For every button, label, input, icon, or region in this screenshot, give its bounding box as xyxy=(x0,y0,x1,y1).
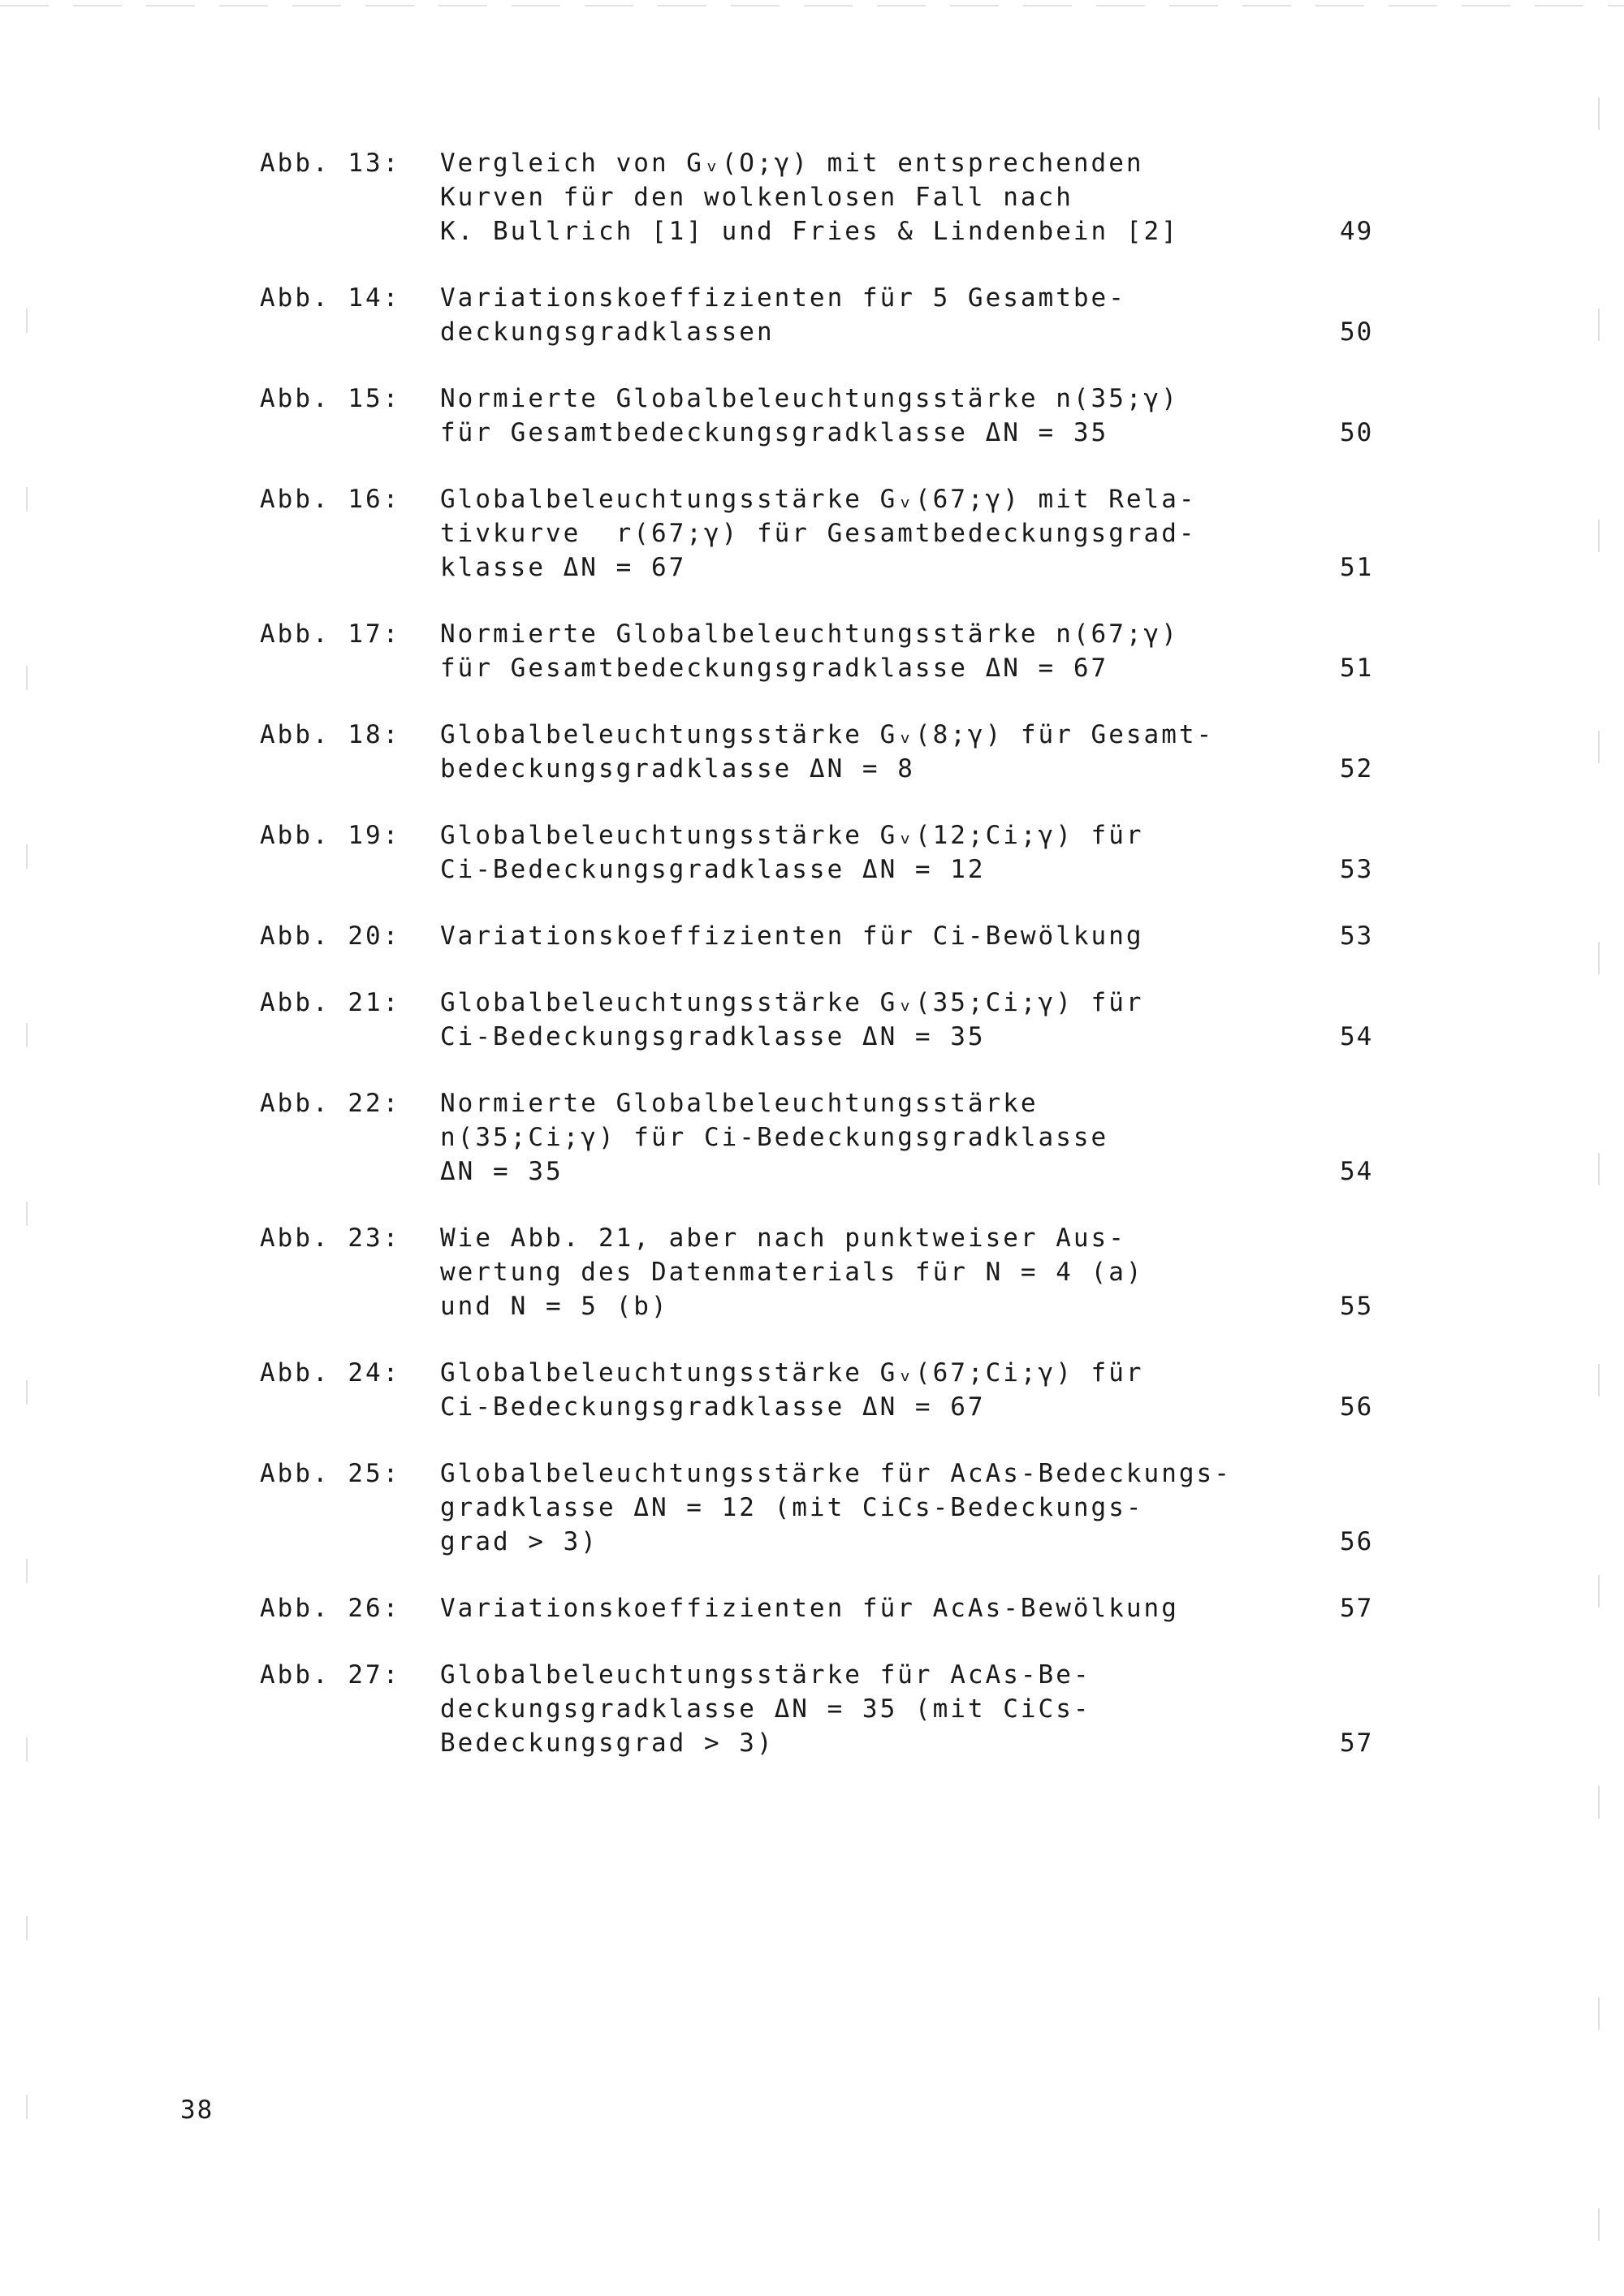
figure-caption xyxy=(440,1591,1236,1625)
caption-line: Globalbeleuchtungsstärke Gᵥ(67;Ci;γ) für xyxy=(440,1358,1144,1388)
caption-line: klasse ΔN = 67 xyxy=(440,553,687,582)
caption-line: Wie Abb. 21, aber nach punktweiser Aus- xyxy=(440,1224,1126,1253)
caption-line: Globalbeleuchtungsstärke Gᵥ(35;Ci;γ) für xyxy=(440,988,1144,1017)
caption-line: Ci-Bedeckungsgradklasse ΔN = 67 xyxy=(440,1392,986,1422)
figure-caption xyxy=(440,1221,1236,1323)
figure-page-ref: 53 xyxy=(1340,921,1374,951)
caption-line: Globalbeleuchtungsstärke Gᵥ(67;γ) mit Rela- xyxy=(440,485,1197,514)
figure-label: Abb. 14: xyxy=(260,283,401,313)
figure-page-ref: 56 xyxy=(1340,1527,1374,1556)
page-number: 38 xyxy=(180,2095,214,2125)
figure-label: Abb. 21: xyxy=(260,988,401,1017)
caption-line: Globalbeleuchtungsstärke für AcAs-Bedeckungs- xyxy=(440,1459,1232,1488)
figure-caption xyxy=(440,986,1236,1054)
figure-label: Abb. 16: xyxy=(260,485,401,514)
figure-caption xyxy=(440,482,1236,585)
caption-line: Globalbeleuchtungsstärke Gᵥ(8;γ) für Gesamt- xyxy=(440,720,1215,749)
figure-caption xyxy=(440,1356,1236,1424)
figure-label: Abb. 17: xyxy=(260,619,401,649)
caption-line: tivkurve r(67;γ) für Gesamtbedeckungsgrad- xyxy=(440,519,1197,548)
scan-artifact-right xyxy=(1598,97,1600,2290)
figure-entry xyxy=(260,919,1397,953)
figure-page-ref: 49 xyxy=(1340,217,1374,246)
figure-entry xyxy=(260,1221,1397,1323)
caption-line: Normierte Globalbeleuchtungsstärke xyxy=(440,1089,1039,1118)
caption-line: bedeckungsgradklasse ΔN = 8 xyxy=(440,754,915,783)
figure-caption xyxy=(440,146,1236,248)
figure-page-ref: 50 xyxy=(1340,418,1374,447)
figure-entry xyxy=(260,1658,1397,1760)
caption-line: für Gesamtbedeckungsgradklasse ΔN = 67 xyxy=(440,654,1109,683)
figure-entry xyxy=(260,382,1397,450)
figure-page-ref: 53 xyxy=(1340,855,1374,884)
caption-line: Variationskoeffizienten für 5 Gesamtbe- xyxy=(440,283,1126,313)
caption-line: K. Bullrich [1] und Fries & Lindenbein [2] xyxy=(440,217,1179,246)
figure-entry xyxy=(260,1591,1397,1625)
figure-label: Abb. 18: xyxy=(260,720,401,749)
caption-line: Kurven für den wolkenlosen Fall nach xyxy=(440,183,1073,212)
caption-line: Ci-Bedeckungsgradklasse ΔN = 12 xyxy=(440,855,986,884)
caption-line: Normierte Globalbeleuchtungsstärke n(35;γ) xyxy=(440,384,1179,413)
figure-entry xyxy=(260,818,1397,887)
figure-page-ref: 51 xyxy=(1340,654,1374,683)
caption-line: n(35;Ci;γ) für Ci-Bedeckungsgradklasse xyxy=(440,1123,1109,1152)
caption-line: wertung des Datenmaterials für N = 4 (a) xyxy=(440,1258,1144,1287)
caption-line: grad > 3) xyxy=(440,1527,598,1556)
caption-line: für Gesamtbedeckungsgradklasse ΔN = 35 xyxy=(440,418,1109,447)
figure-page-ref: 54 xyxy=(1340,1022,1374,1051)
caption-line: Globalbeleuchtungsstärke für AcAs-Be- xyxy=(440,1660,1091,1690)
figure-entry xyxy=(260,146,1397,248)
caption-line: deckungsgradklasse ΔN = 35 (mit CiCs- xyxy=(440,1694,1091,1724)
figure-label: Abb. 25: xyxy=(260,1459,401,1488)
caption-line: Bedeckungsgrad > 3) xyxy=(440,1728,775,1758)
figure-page-ref: 57 xyxy=(1340,1728,1374,1758)
figure-caption xyxy=(440,818,1236,887)
caption-line: Variationskoeffizienten für Ci-Bewölkung xyxy=(440,921,1144,951)
figure-label: Abb. 15: xyxy=(260,384,401,413)
figure-label: Abb. 20: xyxy=(260,921,401,951)
figure-entry xyxy=(260,1086,1397,1189)
figure-page-ref: 52 xyxy=(1340,754,1374,783)
figure-page-ref: 50 xyxy=(1340,317,1374,347)
figure-label: Abb. 19: xyxy=(260,821,401,850)
figure-entry xyxy=(260,482,1397,585)
figure-caption xyxy=(440,617,1236,685)
figure-list xyxy=(260,146,1397,1793)
caption-line: gradklasse ΔN = 12 (mit CiCs-Bedeckungs- xyxy=(440,1493,1144,1522)
scan-artifact-top xyxy=(0,5,1624,6)
figure-page-ref: 51 xyxy=(1340,553,1374,582)
figure-caption xyxy=(440,1086,1236,1189)
figure-caption xyxy=(440,1658,1236,1760)
figure-label: Abb. 13: xyxy=(260,149,401,178)
figure-entry xyxy=(260,1457,1397,1559)
caption-line: Normierte Globalbeleuchtungsstärke n(67;γ) xyxy=(440,619,1179,649)
figure-caption xyxy=(440,382,1236,450)
figure-entry xyxy=(260,617,1397,685)
figure-entry xyxy=(260,281,1397,349)
figure-entry xyxy=(260,986,1397,1054)
scan-artifact-left xyxy=(26,309,28,2176)
caption-line: Variationskoeffizienten für AcAs-Bewölkung xyxy=(440,1594,1179,1623)
figure-caption xyxy=(440,718,1236,786)
figure-entry xyxy=(260,718,1397,786)
figure-label: Abb. 26: xyxy=(260,1594,401,1623)
figure-label: Abb. 24: xyxy=(260,1358,401,1388)
caption-line: Ci-Bedeckungsgradklasse ΔN = 35 xyxy=(440,1022,986,1051)
figure-page-ref: 54 xyxy=(1340,1157,1374,1186)
figure-page-ref: 55 xyxy=(1340,1292,1374,1321)
figure-page-ref: 56 xyxy=(1340,1392,1374,1422)
figure-label: Abb. 23: xyxy=(260,1224,401,1253)
figure-caption xyxy=(440,919,1236,953)
figure-caption xyxy=(440,281,1236,349)
figure-page-ref: 57 xyxy=(1340,1594,1374,1623)
figure-label: Abb. 27: xyxy=(260,1660,401,1690)
figure-entry xyxy=(260,1356,1397,1424)
figure-caption xyxy=(440,1457,1236,1559)
caption-line: ΔN = 35 xyxy=(440,1157,564,1186)
caption-line: und N = 5 (b) xyxy=(440,1292,669,1321)
figure-label: Abb. 22: xyxy=(260,1089,401,1118)
caption-line: Globalbeleuchtungsstärke Gᵥ(12;Ci;γ) für xyxy=(440,821,1144,850)
caption-line: Vergleich von Gᵥ(O;γ) mit entsprechenden xyxy=(440,149,1144,178)
caption-line: deckungsgradklassen xyxy=(440,317,775,347)
